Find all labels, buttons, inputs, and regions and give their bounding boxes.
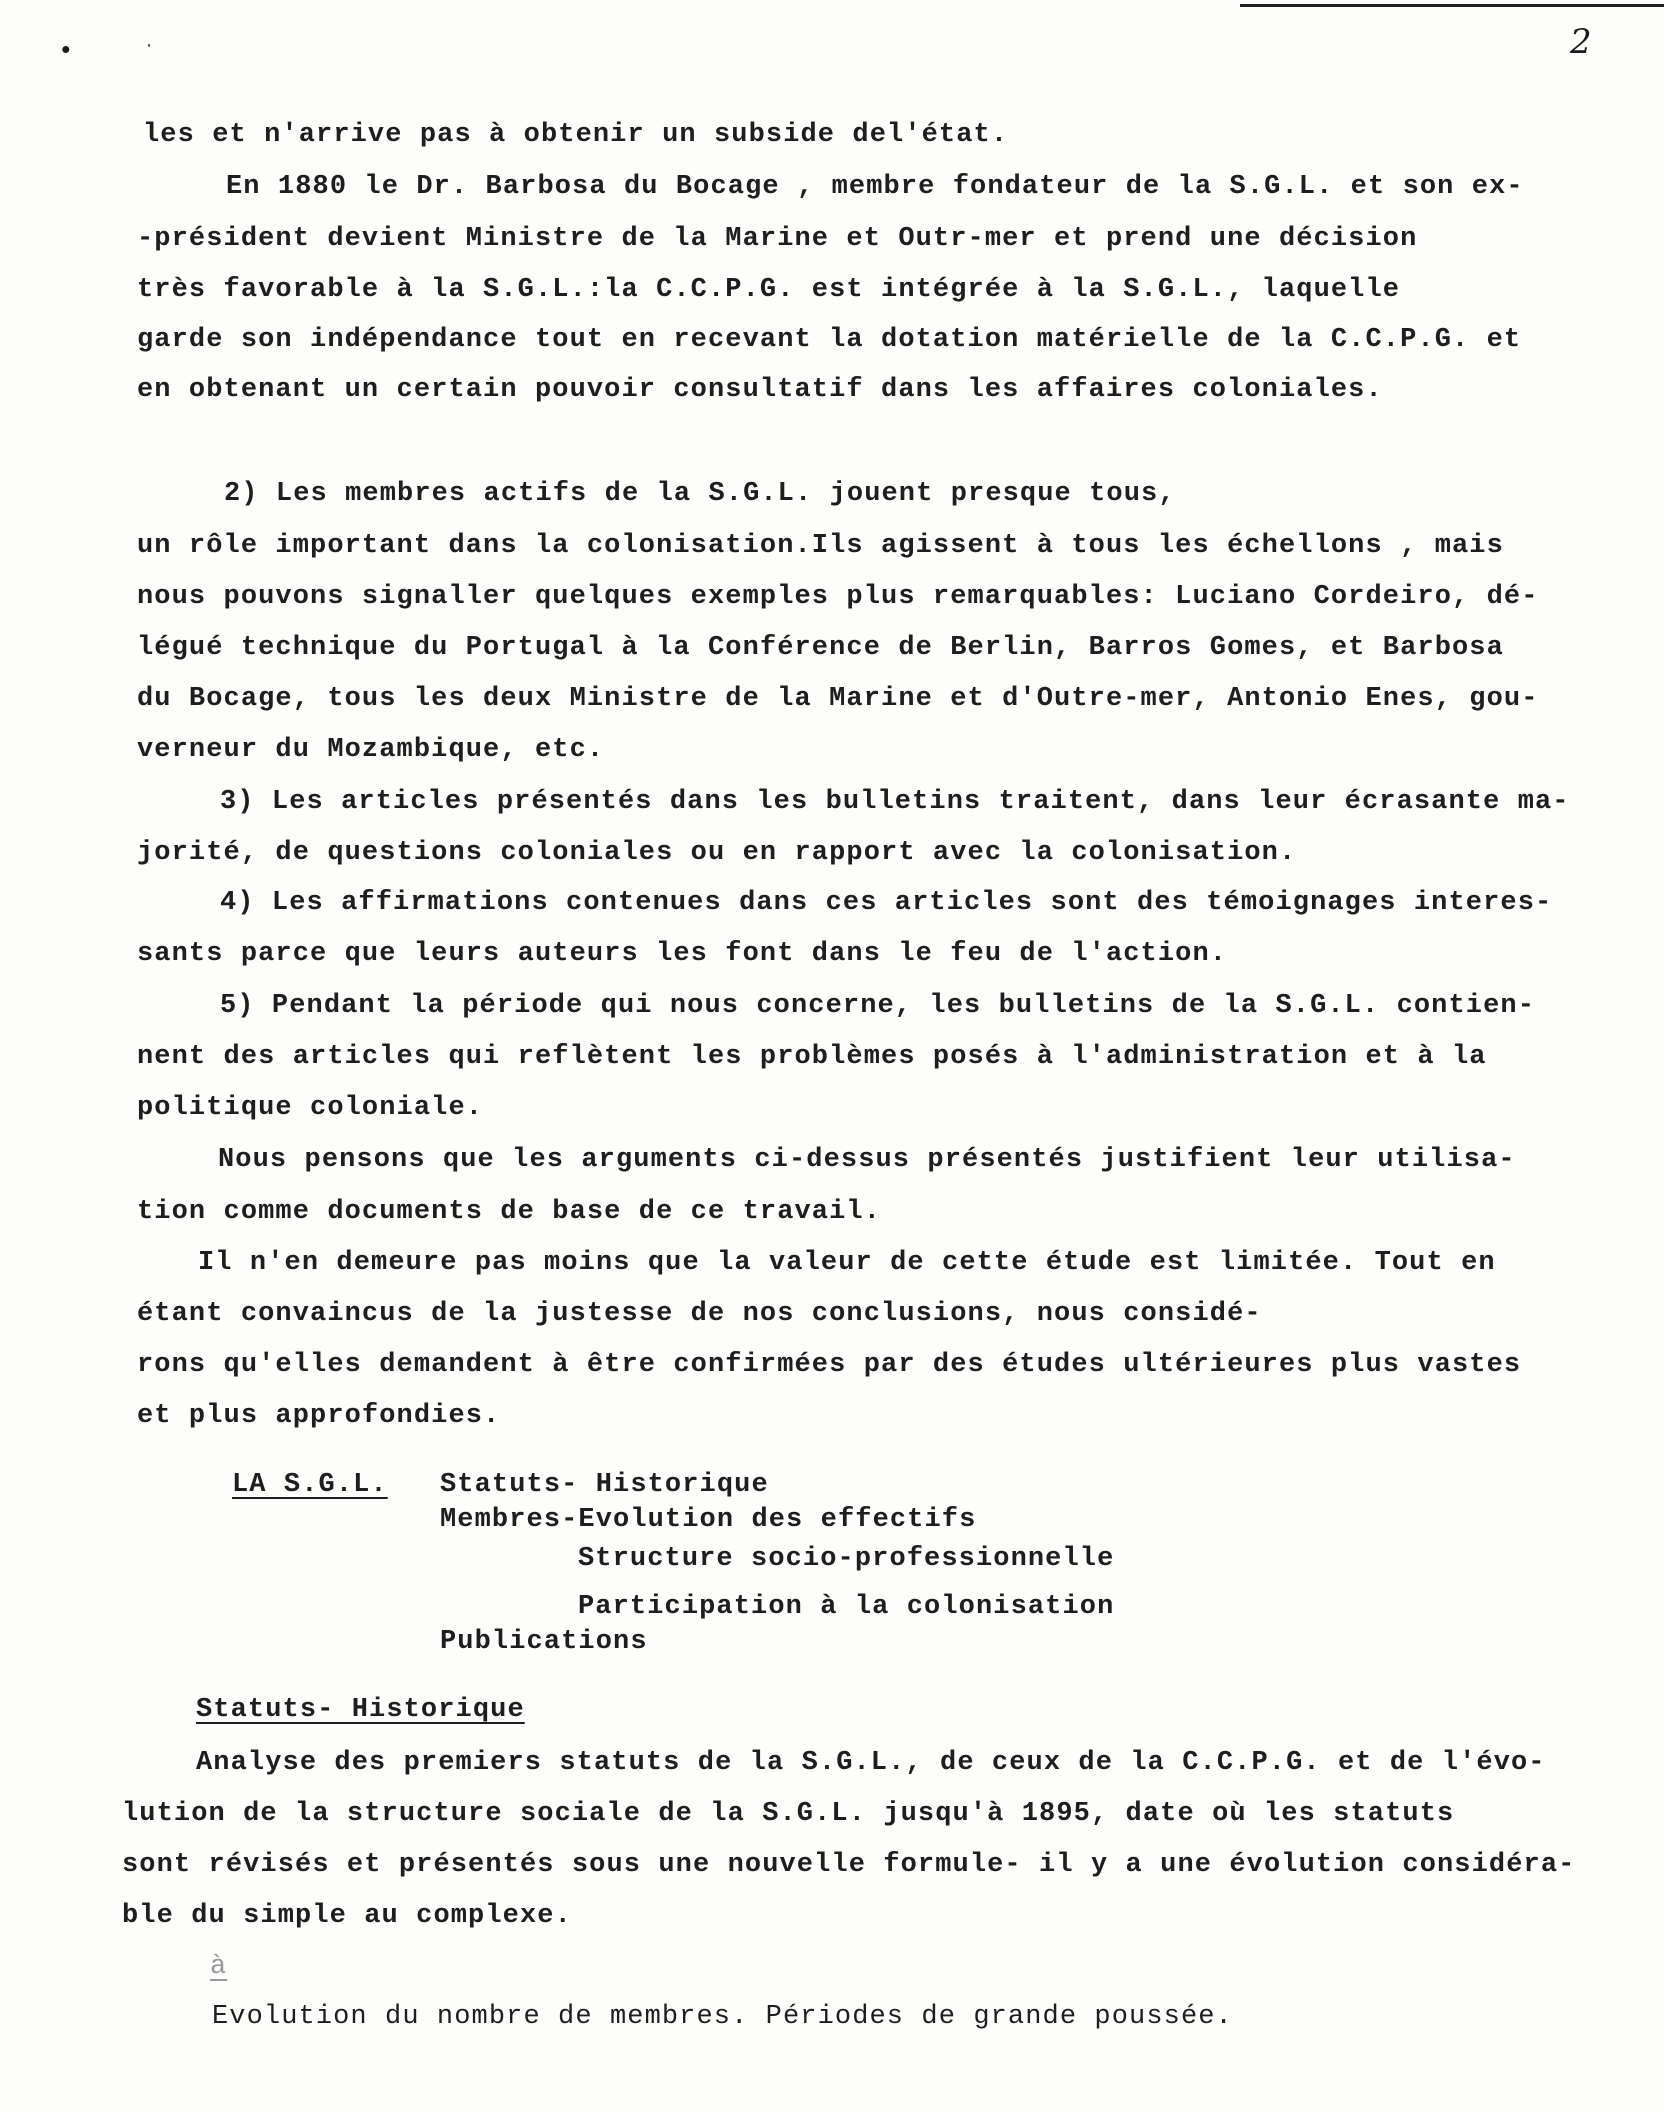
outline-item: Membres-Evolution des effectifs <box>440 1505 977 1535</box>
text-line: Evolution du nombre de membres. Périodes de grande poussée. <box>212 2002 1233 2032</box>
text-line: -président devient Ministre de la Marine et Outr-mer et prend une décision <box>137 224 1418 254</box>
page-number: 2 <box>1570 22 1592 62</box>
text-line: nent des articles qui reflètent les problèmes posés à l'administration et à la <box>137 1042 1487 1072</box>
text-line: Nous pensons que les arguments ci-dessus présentés justifient leur utilisa- <box>218 1145 1516 1175</box>
outline-item: Statuts- Historique <box>440 1470 769 1500</box>
outline-heading: LA S.G.L. <box>232 1470 388 1500</box>
text-line: du Bocage, tous les deux Ministre de la Marine et d'Outre-mer, Antonio Enes, gou- <box>137 684 1539 714</box>
outline-item: Publications <box>440 1627 648 1657</box>
text-line: En 1880 le Dr. Barbosa du Bocage , membre fondateur de la S.G.L. et son ex- <box>226 172 1524 202</box>
text-line: ble du simple au complexe. <box>122 1901 572 1931</box>
text-line: 4) Les affirmations contenues dans ces articles sont des témoignages interes- <box>220 888 1553 918</box>
outline-item: Participation à la colonisation <box>578 1592 1115 1622</box>
faint-marker: à <box>210 1952 228 1982</box>
text-line: 5) Pendant la période qui nous concerne, les bulletins de la S.G.L. contien- <box>220 991 1535 1021</box>
text-line: Analyse des premiers statuts de la S.G.L., de ceux de la C.C.P.G. et de l'évo- <box>196 1748 1546 1778</box>
text-line: Il n'en demeure pas moins que la valeur de cette étude est limitée. Tout en <box>198 1248 1496 1278</box>
text-line: tion comme documents de base de ce travail. <box>137 1197 882 1227</box>
outline-item: Structure socio-professionnelle <box>578 1544 1115 1574</box>
text-line: les et n'arrive pas à obtenir un subside del'état. <box>143 120 1009 150</box>
text-line: jorité, de questions coloniales ou en rapport avec la colonisation. <box>137 838 1297 868</box>
text-line: garde son indépendance tout en recevant la dotation matérielle de la C.C.P.G. et <box>137 325 1522 355</box>
text-line: un rôle important dans la colonisation.Ils agissent à tous les échellons , mais <box>137 531 1504 561</box>
text-line: sants parce que leurs auteurs les font dans le feu de l'action. <box>137 939 1228 969</box>
text-line: 3) Les articles présentés dans les bulletins traitent, dans leur écrasante ma- <box>220 787 1570 817</box>
stray-marks: • ˑ <box>58 36 183 66</box>
text-line: en obtenant un certain pouvoir consultatif dans les affaires coloniales. <box>137 375 1383 405</box>
text-line: sont révisés et présentés sous une nouvelle formule- il y a une évolution considéra- <box>122 1850 1576 1880</box>
text-line: 2) Les membres actifs de la S.G.L. jouent presque tous, <box>224 479 1176 509</box>
text-line: étant convaincus de la justesse de nos conclusions, nous considé- <box>137 1299 1262 1329</box>
text-line: rons qu'elles demandent à être confirmées par des études ultérieures plus vastes <box>137 1350 1522 1380</box>
text-line: verneur du Mozambique, etc. <box>137 735 605 765</box>
text-line: et plus approfondies. <box>137 1401 501 1431</box>
text-line: politique coloniale. <box>137 1093 484 1123</box>
section-heading: Statuts- Historique <box>196 1695 525 1725</box>
text-line: nous pouvons signaller quelques exemples plus remarquables: Luciano Cordeiro, dé- <box>137 582 1539 612</box>
text-line: lution de la structure sociale de la S.G.L. jusqu'à 1895, date où les statuts <box>122 1799 1455 1829</box>
text-line: légué technique du Portugal à la Conférence de Berlin, Barros Gomes, et Barbosa <box>137 633 1504 663</box>
text-line: très favorable à la S.G.L.:la C.C.P.G. est intégrée à la S.G.L., laquelle <box>137 275 1401 305</box>
top-border-rule <box>1240 4 1664 7</box>
